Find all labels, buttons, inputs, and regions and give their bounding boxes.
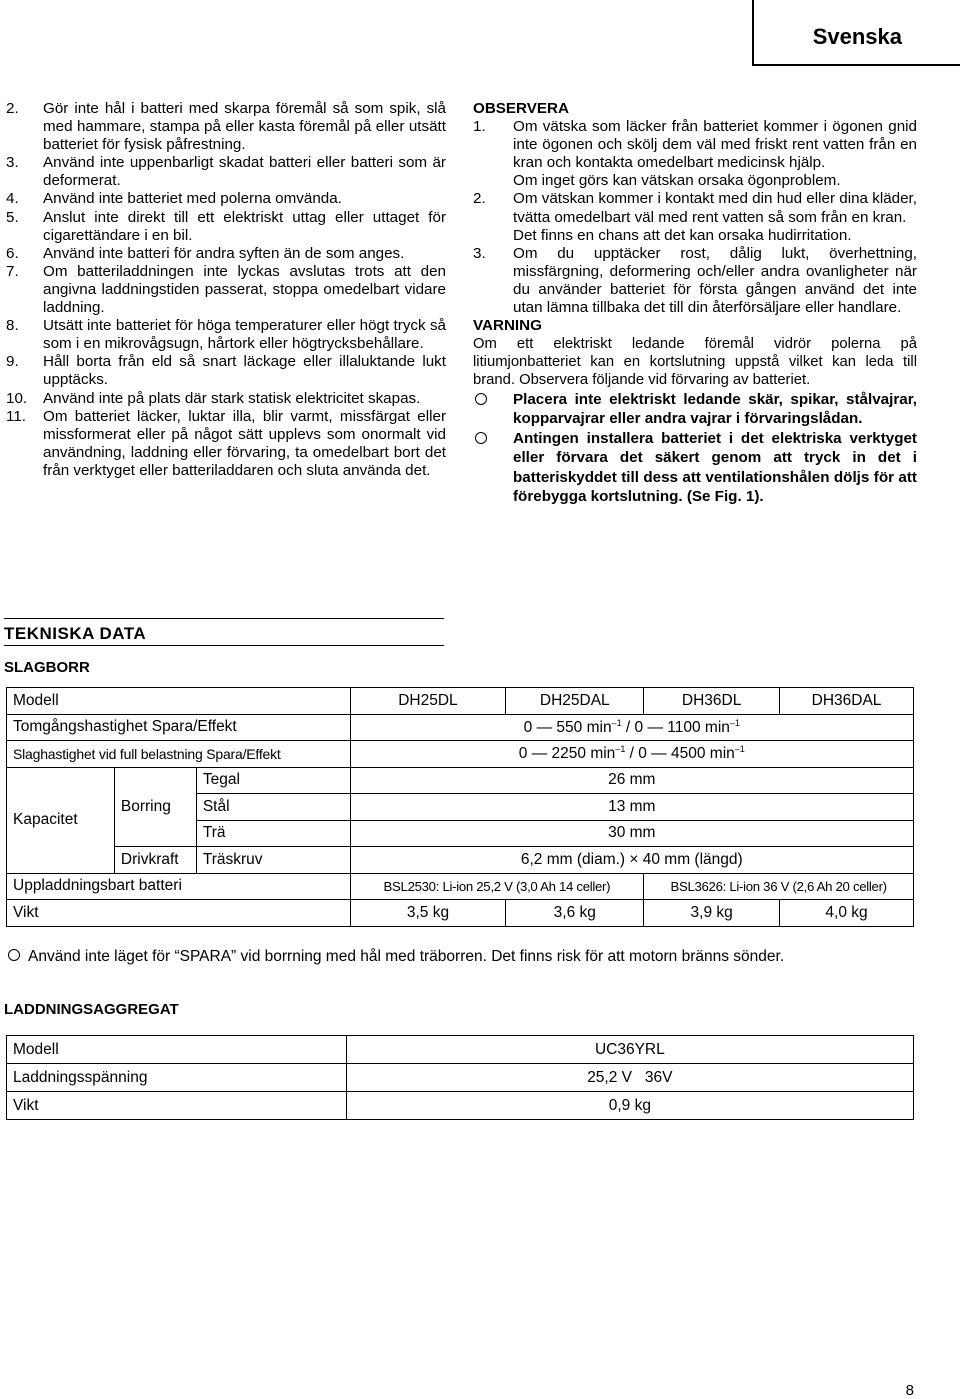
table-row bbox=[7, 688, 914, 715]
row-label: Uppladdningsbart batteri bbox=[7, 873, 351, 900]
list-item: 5. Anslut inte direkt till ett elektriskt uttag eller uttaget för cigarettändare i en bil. bbox=[6, 208, 446, 244]
row-label: Tomgångshastighet Spara/Effekt bbox=[7, 714, 351, 741]
table-row bbox=[7, 767, 914, 794]
table-row bbox=[7, 1064, 914, 1092]
circle-bullet-icon bbox=[475, 393, 487, 405]
row-label: Drivkraft bbox=[114, 847, 196, 874]
model-cell: DH25DL bbox=[350, 688, 506, 715]
table-row bbox=[7, 847, 914, 874]
observera-heading: OBSERVERA bbox=[473, 100, 569, 117]
list-item: 9. Håll borta från eld så snart läckage eller illaluktande lukt upptäcks. bbox=[6, 353, 446, 389]
list-item: 11. Om batteriet läcker, luktar illa, blir varmt, missfärgat eller missformerat eller på något sätt upplevs som onormalt vid användning, laddning eller förvaring, ta omedelbart bort det från verktyget eller batteriladdaren och sluta använda det. bbox=[6, 407, 446, 479]
value-cell: BSL3626: Li-ion 36 V (2,6 Ah 20 celler) bbox=[644, 873, 914, 900]
list-item: 3. Om du upptäcker rost, dålig lukt, överhettning, missfärgning, deformering och/eller andra ovanligheter när du använder batteriet för första gången använd det inte utan lämna tillbaka det till din återförsäljare eller handlare. bbox=[473, 244, 917, 317]
value-cell: UC36YRL bbox=[346, 1036, 913, 1064]
circle-bullet-icon bbox=[8, 949, 20, 961]
bullet-item: Antingen installera batteriet i det elektriska verktyget eller förvara det säkert genom att tryck in det i batteriskyddet till dess att ventilationshålen döljs för att förebygga kortslutning. (Se Fig. 1). bbox=[473, 429, 917, 507]
table-row bbox=[7, 900, 914, 927]
row-label: Slaghastighet vid full belastning Spara/Effekt bbox=[7, 741, 351, 768]
varning-heading: VARNING bbox=[473, 317, 542, 335]
list-item: 2. Om vätskan kommer i kontakt med din hud eller dina kläder, tvätta omedelbart väl med rent vatten så som från en kran. bbox=[473, 190, 917, 226]
value-cell: 6,2 mm (diam.) × 40 mm (längd) bbox=[350, 847, 913, 874]
row-label: Träskruv bbox=[196, 847, 350, 874]
language-label: Svenska bbox=[812, 24, 902, 49]
list-item: 2. Gör inte hål i batteri med skarpa föremål så som spik, slå med hammare, stampa på eller kasta föremål på eller utsätt batteriet för fysisk påfrestning. bbox=[6, 100, 446, 154]
list-item-note: Det finns en chans att det kan orsaka hudirritation. bbox=[513, 226, 852, 244]
list-item: 7. Om batteriladdningen inte lyckas avslutas trots att den angivna laddningstiden passerat, stoppa omedelbart vidare laddning. bbox=[6, 262, 446, 317]
row-label: Laddningsspänning bbox=[7, 1064, 347, 1092]
list-item: 6. Använd inte batteri för andra syften än de som anges. bbox=[6, 244, 405, 262]
subsection-title: LADDNINGSAGGREGAT bbox=[4, 1001, 179, 1018]
value-cell: 0 — 550 $\min^{-1} / 0$ — 1100 $\min^{-1}$ bbox=[350, 714, 913, 741]
row-label: Modell bbox=[7, 1036, 347, 1064]
page-number: 8 bbox=[905, 1382, 914, 1399]
list-item: 8. Utsätt inte batteriet för höga temperaturer eller högt tryck så som i en mikrovågsugn, hårtork eller högtrycksbehållare. bbox=[6, 317, 446, 353]
value-cell: 13 mm bbox=[350, 794, 913, 821]
model-cell: DH25DAL bbox=[506, 688, 644, 715]
value-cell: 25,2 V 36V bbox=[346, 1064, 913, 1092]
row-label: Vikt bbox=[7, 1092, 347, 1120]
value-cell: BSL2530: Li-ion 25,2 V (3,0 Ah 14 celler) bbox=[350, 873, 644, 900]
list-item: 3. Använd inte uppenbarligt skadat batteri eller batteri som är deformerat. bbox=[6, 154, 446, 190]
value-cell: 30 mm bbox=[350, 820, 913, 847]
table-row bbox=[7, 714, 914, 741]
row-label: Stål bbox=[196, 794, 350, 821]
charger-table bbox=[6, 1035, 914, 1120]
table-row bbox=[7, 873, 914, 900]
divider bbox=[4, 645, 444, 646]
row-label: Modell bbox=[7, 688, 351, 715]
varning-text: Om ett elektriskt ledande föremål vidrör polerna på litiumjonbatteriet kan en kortslutning uppstå vilket kan leda till brand. Observera följande vid förvaring av batteriet. bbox=[473, 336, 917, 389]
spec-table bbox=[6, 687, 914, 927]
divider bbox=[4, 618, 444, 619]
table-row bbox=[7, 741, 914, 768]
table-row bbox=[7, 1036, 914, 1064]
bullet-item: Placera inte elektriskt ledande skär, spikar, stålvajrar, kopparvajrar eller andra vajrar i förvaringslådan. bbox=[473, 390, 917, 429]
value-cell: 3,9 kg bbox=[644, 900, 780, 927]
model-cell: DH36DL bbox=[644, 688, 780, 715]
value-cell: 3,6 kg bbox=[506, 900, 644, 927]
spara-note: Använd inte läget för “SPARA” vid borrning med hål med träborren. Det finns risk för att motorn bränns sönder. bbox=[6, 947, 916, 966]
value-cell: 0 — 2250 $\min^{-1} / 0$ — 4500 $\min^{-1}$ bbox=[350, 741, 913, 768]
row-label: Kapacitet bbox=[7, 767, 115, 873]
value-cell: 3,5 kg bbox=[350, 900, 506, 927]
language-header bbox=[752, 0, 960, 66]
value-cell: 26 mm bbox=[350, 767, 913, 794]
table-row bbox=[7, 1092, 914, 1120]
list-item: 4. Använd inte batteriet med polerna omvända. bbox=[6, 190, 342, 208]
subsection-title: SLAGBORR bbox=[4, 659, 90, 676]
row-label: Borring bbox=[114, 767, 196, 847]
value-cell: 0,9 kg bbox=[346, 1092, 913, 1120]
value-cell: 4,0 kg bbox=[780, 900, 914, 927]
list-item-note: Om inget görs kan vätskan orsaka ögonproblem. bbox=[513, 172, 841, 190]
list-item: 1. Om vätska som läcker från batteriet kommer i ögonen gnid inte ögonen och skölj dem väl med friskt rent vatten från en kran och kontakta omedelbart medicinsk hjälp. bbox=[473, 118, 917, 172]
row-label: Trä bbox=[196, 820, 350, 847]
model-cell: DH36DAL bbox=[780, 688, 914, 715]
row-label: Vikt bbox=[7, 900, 351, 927]
section-title-tech: TEKNISKA DATA bbox=[4, 624, 444, 644]
row-label: Tegal bbox=[196, 767, 350, 794]
safety-list-left bbox=[6, 100, 446, 480]
safety-notes-right bbox=[473, 100, 917, 507]
circle-bullet-icon bbox=[475, 432, 487, 444]
list-item: 10. Använd inte på plats där stark statisk elektricitet skapas. bbox=[6, 389, 421, 407]
